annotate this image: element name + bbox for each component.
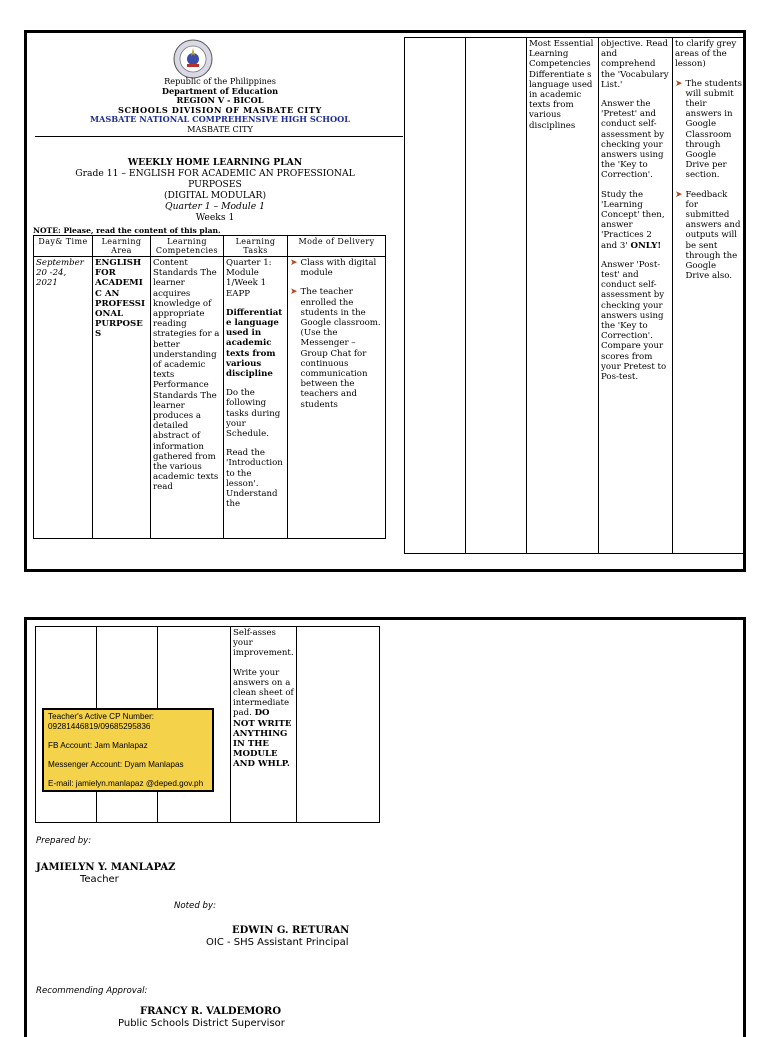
noted-label: Noted by: <box>174 901 216 911</box>
prepared-label: Prepared by: <box>36 836 92 846</box>
contact-fb: FB Account: Jam Manlapaz <box>48 741 148 750</box>
bullet-arrow-icon: ➤ <box>675 189 683 200</box>
page-1 <box>24 30 746 572</box>
p2-task-warning: DO NOT WRITE ANYTHING IN THE MODULE AND WHLP. <box>233 708 292 770</box>
header-division: SCHOOLS DIVISION OF MASBATE CITY <box>118 104 322 115</box>
plan-grade: Grade 11 – ENGLISH FOR ACADEMIC AN PROFESSIONAL <box>75 168 355 179</box>
cont-cell-day <box>405 38 466 554</box>
cell-delivery <box>288 257 386 539</box>
plan-quarter: Quarter 1 – Module 1 <box>165 201 265 212</box>
bullet-arrow-icon: ➤ <box>290 287 298 298</box>
prepared-name: JAMIELYN Y. MANLAPAZ <box>36 862 176 873</box>
plan-note: NOTE: Please, read the content of this plan. <box>33 226 221 235</box>
cont-delivery-submit: The students will submit their answers in Google Classroom through Google Drive per section. <box>685 78 743 181</box>
recommending-label: Recommending Approval: <box>36 986 148 996</box>
recommending-name: FRANCY R. VALDEMORO <box>140 1006 282 1017</box>
cont-task-vocab: objective. Read and comprehend the 'Vocabulary List.' <box>601 39 669 90</box>
header-divider <box>35 136 403 137</box>
plan-title: WEEKLY HOME LEARNING PLAN <box>127 157 303 168</box>
cont-task-pretest: Answer the 'Pretest' and conduct self-assessment by checking your answers using the 'Key to Correction'. <box>601 99 665 181</box>
recommending-role: Public Schools District Supervisor <box>118 1018 285 1029</box>
p2-task-selfassess: Self-asses your improvement. <box>233 628 294 659</box>
bullet-arrow-icon: ➤ <box>290 258 298 268</box>
cont-cell-delivery <box>673 38 745 554</box>
cell-day: September 20 -24, 2021 <box>34 257 93 539</box>
cont-cell-competency: Most Essential Learning Competencies Differentiate s language used in academic texts from various disciplines <box>527 38 599 554</box>
header-region: REGION V - BICOL <box>176 95 264 106</box>
cont-task-practice: Study the 'Learning Concept' then, answer 'Practices 2 and 3' <box>601 189 665 251</box>
cont-task-only: ONLY! <box>630 240 662 251</box>
continuation-table <box>404 37 745 554</box>
cont-delivery-feedback: Feedback for submitted answers and outputs will be sent through the Google Drive also. <box>685 189 741 282</box>
task-schedule: Do the following tasks during your Schedule. <box>226 388 281 440</box>
teacher-contact-box <box>42 708 214 792</box>
cont-delivery-clarify: to clarify grey areas of the lesson) <box>675 39 737 70</box>
noted-role: OIC - SHS Assistant Principal <box>206 937 349 948</box>
contact-cp: Teacher's Active CP Number: 09281446819/09685295836 <box>48 712 155 731</box>
learning-plan-table <box>33 235 386 539</box>
contact-email: E-mail: jamielyn.manlapaz @deped.gov.ph <box>48 779 204 788</box>
th-delivery: Mode of Delivery <box>288 236 386 257</box>
delivery-item: Class with digital module <box>300 258 377 279</box>
bullet-arrow-icon: ➤ <box>675 78 683 89</box>
header-deped: Department of Education <box>161 85 279 96</box>
cont-cell-tasks <box>599 38 673 554</box>
cell-area: ENGLISH FOR ACADEMIC AN PROFESSIONAL PURPOSES <box>93 257 151 539</box>
cont-task-posttest: Answer 'Post-test' and conduct self-assessment by checking your answers using the 'Key to Correction'. Compare your scores from your Pretest to Pos-test. <box>601 259 667 383</box>
noted-name: EDWIN G. RETURAN <box>232 925 350 936</box>
th-tasks: Learning Tasks <box>224 236 288 257</box>
deped-seal-icon <box>173 39 213 79</box>
task-objective: Differentiate language used in academic texts from various discipline <box>226 307 283 380</box>
plan-modality: (DIGITAL MODULAR) <box>163 190 267 201</box>
th-area: Learning Area <box>93 236 151 257</box>
contact-messenger: Messenger Account: Dyam Manlapas <box>48 760 184 769</box>
plan-subject: PURPOSES <box>188 179 242 190</box>
th-day: Day& Time <box>34 236 93 257</box>
header-school: MASBATE NATIONAL COMPREHENSIVE HIGH SCHOOL <box>89 114 351 125</box>
cell-tasks <box>224 257 288 539</box>
delivery-item: The teacher enrolled the students in the Google classroom. (Use the Messenger – Group Chat for continuous communication between the teachers and students <box>300 287 381 410</box>
p2-cell-delivery <box>297 627 380 823</box>
th-competencies: Learning Competencies <box>151 236 224 257</box>
cell-competencies: Content Standards The learner acquires knowledge of appropriate reading strategies for a better understanding of academic texts Performance Standards The learner produces a detailed abstract of information gathered from the various academic texts read <box>151 257 224 539</box>
prepared-role: Teacher <box>80 874 119 885</box>
cont-cell-area <box>466 38 527 554</box>
p2-cell-tasks <box>231 627 297 823</box>
header-republic: Republic of the Philippines <box>164 76 276 86</box>
header-city: MASBATE CITY <box>187 123 253 134</box>
task-introduction: Read the 'Introduction to the lesson'. Understand the <box>226 448 283 510</box>
task-module: Quarter 1: Module 1/Week 1 EAPP <box>226 258 272 299</box>
p2-task-write: Write your answers on a clean sheet of intermediate pad. <box>233 667 294 719</box>
plan-weeks: Weeks 1 <box>195 212 235 223</box>
page-2 <box>24 617 746 1037</box>
